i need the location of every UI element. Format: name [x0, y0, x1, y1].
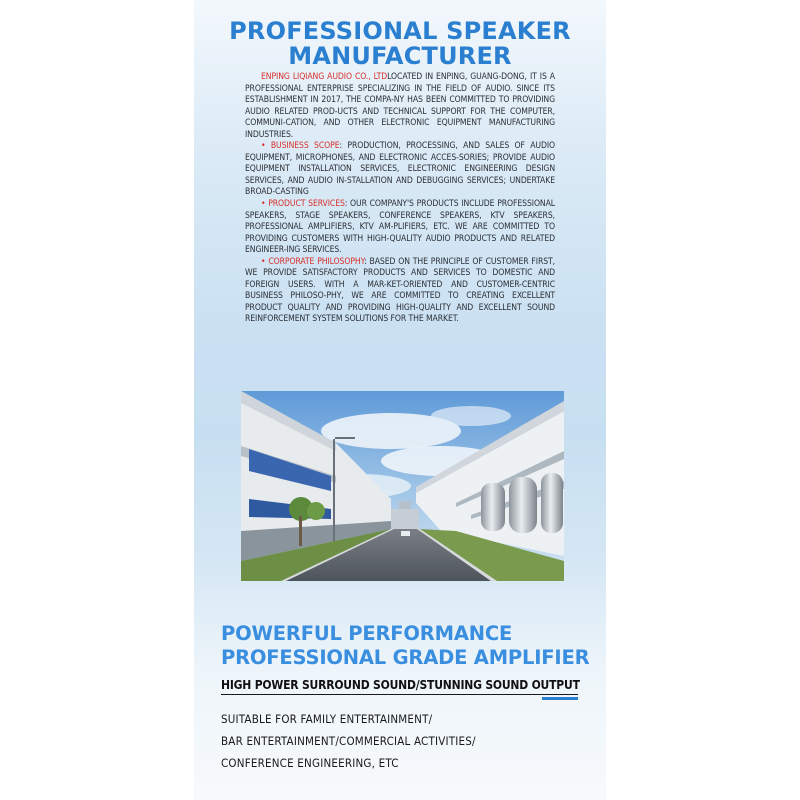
business-scope-text: : PRODUCTION, PROCESSING, AND SALES OF AUDIO EQUIPMENT, MICROPHONES, AND ELECTRONIC ACCES-SORIES; PROVIDE AUDIO EQUIPMENT INSTALLATION SERVICES, ELECTRONIC ENGINEERING DESIGN SERVICES, AND AUDIO IN-STALLATION AND DEBUGGING SERVICES; UNDERTAKE BROAD-CASTING — [245, 141, 555, 198]
factory-photo — [241, 391, 564, 581]
use-case-line-2: BAR ENTERTAINMENT/COMMERCIAL ACTIVITIES/ — [221, 734, 476, 748]
use-case-line-3: CONFERENCE ENGINEERING, ETC — [221, 756, 399, 770]
use-case-line-1: SUITABLE FOR FAMILY ENTERTAINMENT/ — [221, 712, 433, 726]
corporate-philosophy-paragraph — [245, 257, 555, 326]
company-description — [245, 72, 555, 326]
product-poster — [194, 0, 606, 800]
product-services-text: : OUR COMPANY'S PRODUCTS INCLUDE PROFESSIONAL SPEAKERS, STAGE SPEAKERS, CONFERENCE SPEAKERS, KTV SPEAKERS, PROFESSIONAL AMPLIFIERS, KTV AM-PLIFIERS, ETC. WE ARE COMMITTED TO PROVIDING CUSTOMERS WITH HIGH-QUALITY AUDIO PRODUCTS AND RELATED ENGINEER-ING SERVICES. — [245, 199, 556, 256]
product-services-paragraph — [245, 199, 555, 257]
business-scope-label: • BUSINESS SCOPE — [261, 141, 340, 152]
performance-subtitle: HIGH POWER SURROUND SOUND/STUNNING SOUND OUTPUT — [221, 678, 580, 692]
header-title-line2: MANUFACTURER — [288, 42, 512, 70]
business-scope-paragraph — [245, 141, 555, 199]
corporate-philosophy-label: • CORPORATE PHILOSOPHY — [261, 256, 365, 267]
performance-title-line2: PROFESSIONAL GRADE AMPLIFIER — [221, 646, 590, 669]
subtitle-underline — [221, 694, 578, 695]
performance-title-line1: POWERFUL PERFORMANCE — [221, 622, 513, 645]
intro-text: LOCATED IN ENPING, GUANG-DONG, IT IS A PROFESSIONAL ENTERPRISE SPECIALIZING IN THE FIELD OF AUDIO. SINCE ITS ESTABLISHMENT IN 2017, THE COMPA-NY HAS BEEN COMMITTED TO PROVIDING AUDIO RELATED PROD-UCTS AND TECHNICAL SUPPORT FOR THE COMPUTER, COMMUNI-CATION, AND OTHER ELECTRONIC EQUIPMENT MANUFACTURING INDUSTRIES. — [245, 72, 555, 140]
company-name: ENPING LIQIANG AUDIO CO., LTD — [261, 72, 388, 82]
intro-paragraph — [245, 72, 555, 141]
corporate-philosophy-text: : BASED ON THE PRINCIPLE OF CUSTOMER FIRST, WE PROVIDE SATISFACTORY PRODUCTS AND SERVICES TO DOMESTIC AND FOREIGN USERS. WITH A MAR-KET-ORIENTED AND CUSTOMER-CENTRIC BUSINESS PHILOSO-PHY, WE ARE COMMITTED TO CREATING EXCELLENT PRODUCT QUALITY AND PROVIDING HIGH-QUALITY AND EXCELLENT SOUND REINFORCEMENT SYSTEM SOLUTIONS FOR THE MARKET. — [245, 256, 555, 325]
header-title-line1: PROFESSIONAL SPEAKER — [229, 17, 571, 45]
subtitle-accent-bar — [542, 697, 578, 700]
factory-illustration — [241, 391, 564, 581]
product-services-label: • PRODUCT SERVICES — [261, 199, 345, 210]
